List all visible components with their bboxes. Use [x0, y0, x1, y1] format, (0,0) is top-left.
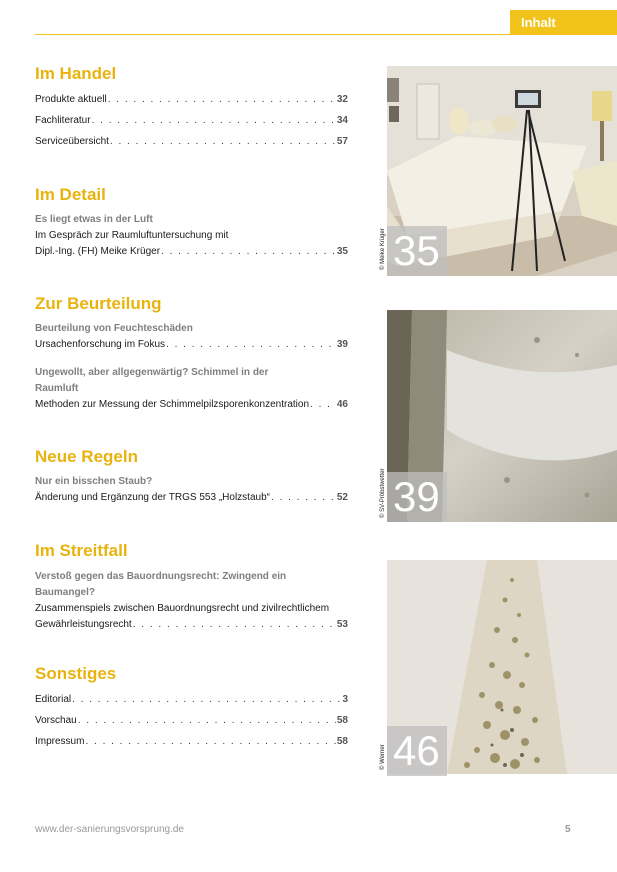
photo-page-number: 46	[387, 726, 447, 776]
leader-dots	[310, 397, 336, 413]
toc-block-detail[interactable]	[35, 212, 348, 260]
footer-page-number: 5	[565, 824, 571, 835]
leader-dots	[108, 92, 336, 108]
toc-entry[interactable]	[35, 692, 348, 708]
section-tab: Inhalt	[510, 10, 617, 35]
photo-page-number: 35	[387, 226, 447, 276]
article-subtitle: Nur ein bisschen Staub?	[35, 476, 153, 487]
article-subtitle: Verstoß gegen das Bauordnungsrecht: Zwingend ein	[35, 571, 287, 582]
toc-page-number: 58	[336, 715, 348, 726]
leader-dots	[161, 244, 336, 260]
leader-dots	[271, 490, 336, 506]
article-subtitle: Es liegt etwas in der Luft	[35, 214, 153, 225]
leader-dots	[85, 734, 335, 750]
toc-page-number: 39	[336, 339, 348, 350]
leader-dots	[166, 337, 336, 353]
toc-entry-text: Dipl.-Ing. (FH) Meike Krüger	[35, 246, 161, 257]
toc-block-beurteilung-2[interactable]	[35, 365, 348, 413]
section-title-handel: Im Handel	[35, 64, 117, 83]
footer-url[interactable]: www.der-sanierungsvorsprung.de	[35, 824, 184, 835]
section-title-detail: Im Detail	[35, 185, 106, 204]
toc-list-sonstiges	[35, 692, 348, 750]
toc-list-handel	[35, 92, 348, 150]
article-description: Zusammenspiels zwischen Bauordnungsrecht und zivilrechtlichem	[35, 603, 330, 614]
photo-page-number: 39	[387, 472, 447, 522]
article-subtitle: Ungewollt, aber allgegenwärtig? Schimmel in der	[35, 367, 269, 378]
article-subtitle-cont: Baumangel?	[35, 587, 96, 598]
toc-page-number: 58	[336, 736, 348, 747]
toc-entry[interactable]	[35, 397, 348, 413]
toc-entry-text: Produkte aktuell	[35, 94, 107, 105]
toc-entry[interactable]	[35, 134, 348, 150]
article-subtitle: Beurteilung von Feuchteschäden	[35, 323, 193, 334]
toc-entry-text: Editorial	[35, 694, 72, 705]
toc-page-number: 52	[336, 492, 348, 503]
toc-entry-text: Änderung und Ergänzung der TRGS 553 „Holzstaub“	[35, 492, 270, 503]
leader-dots	[133, 617, 336, 633]
section-title-beurteilung: Zur Beurteilung	[35, 294, 162, 313]
toc-entry[interactable]	[35, 92, 348, 108]
toc-page-number: 46	[336, 399, 348, 410]
photo-credit: © Werner	[380, 744, 386, 770]
toc-entry-text: Vorschau	[35, 715, 77, 726]
toc-page-number: 3	[342, 694, 348, 705]
toc-entry-text: Gewährleistungsrecht	[35, 619, 132, 630]
toc-page-number: 35	[336, 246, 348, 257]
toc-entry-text: Methoden zur Messung der Schimmelpilzsporenkonzentration	[35, 399, 310, 410]
toc-entry[interactable]	[35, 337, 348, 353]
toc-entry[interactable]	[35, 113, 348, 129]
toc-entry[interactable]	[35, 713, 348, 729]
toc-entry[interactable]	[35, 734, 348, 750]
toc-page-number: 32	[336, 94, 348, 105]
toc-block-regeln[interactable]	[35, 474, 348, 506]
photo-credit: © SV-Pröbstwetter	[380, 468, 386, 518]
toc-entry-text: Fachliteratur	[35, 115, 91, 126]
section-title-regeln: Neue Regeln	[35, 447, 138, 466]
toc-entry[interactable]	[35, 617, 348, 633]
toc-entry[interactable]	[35, 490, 348, 506]
article-description: Im Gespräch zur Raumluftuntersuchung mit	[35, 230, 229, 241]
toc-page-number: 34	[336, 115, 348, 126]
photo-credit: © Meike Krüger	[380, 228, 386, 270]
leader-dots	[110, 134, 336, 150]
toc-entry-text: Ursachenforschung im Fokus	[35, 339, 166, 350]
leader-dots	[78, 713, 336, 729]
header-rule	[35, 34, 617, 35]
leader-dots	[92, 113, 336, 129]
toc-block-streitfall[interactable]	[35, 569, 348, 633]
toc-entry-text: Impressum	[35, 736, 85, 747]
toc-block-beurteilung-1[interactable]	[35, 321, 348, 353]
leader-dots	[72, 692, 341, 708]
toc-page-number: 57	[336, 136, 348, 147]
section-title-sonstiges: Sonstiges	[35, 664, 117, 683]
toc-entry-text: Serviceübersicht	[35, 136, 109, 147]
toc-entry[interactable]	[35, 244, 348, 260]
section-title-streitfall: Im Streitfall	[35, 541, 128, 560]
toc-page-number: 53	[336, 619, 348, 630]
article-subtitle-cont: Raumluft	[35, 383, 79, 394]
